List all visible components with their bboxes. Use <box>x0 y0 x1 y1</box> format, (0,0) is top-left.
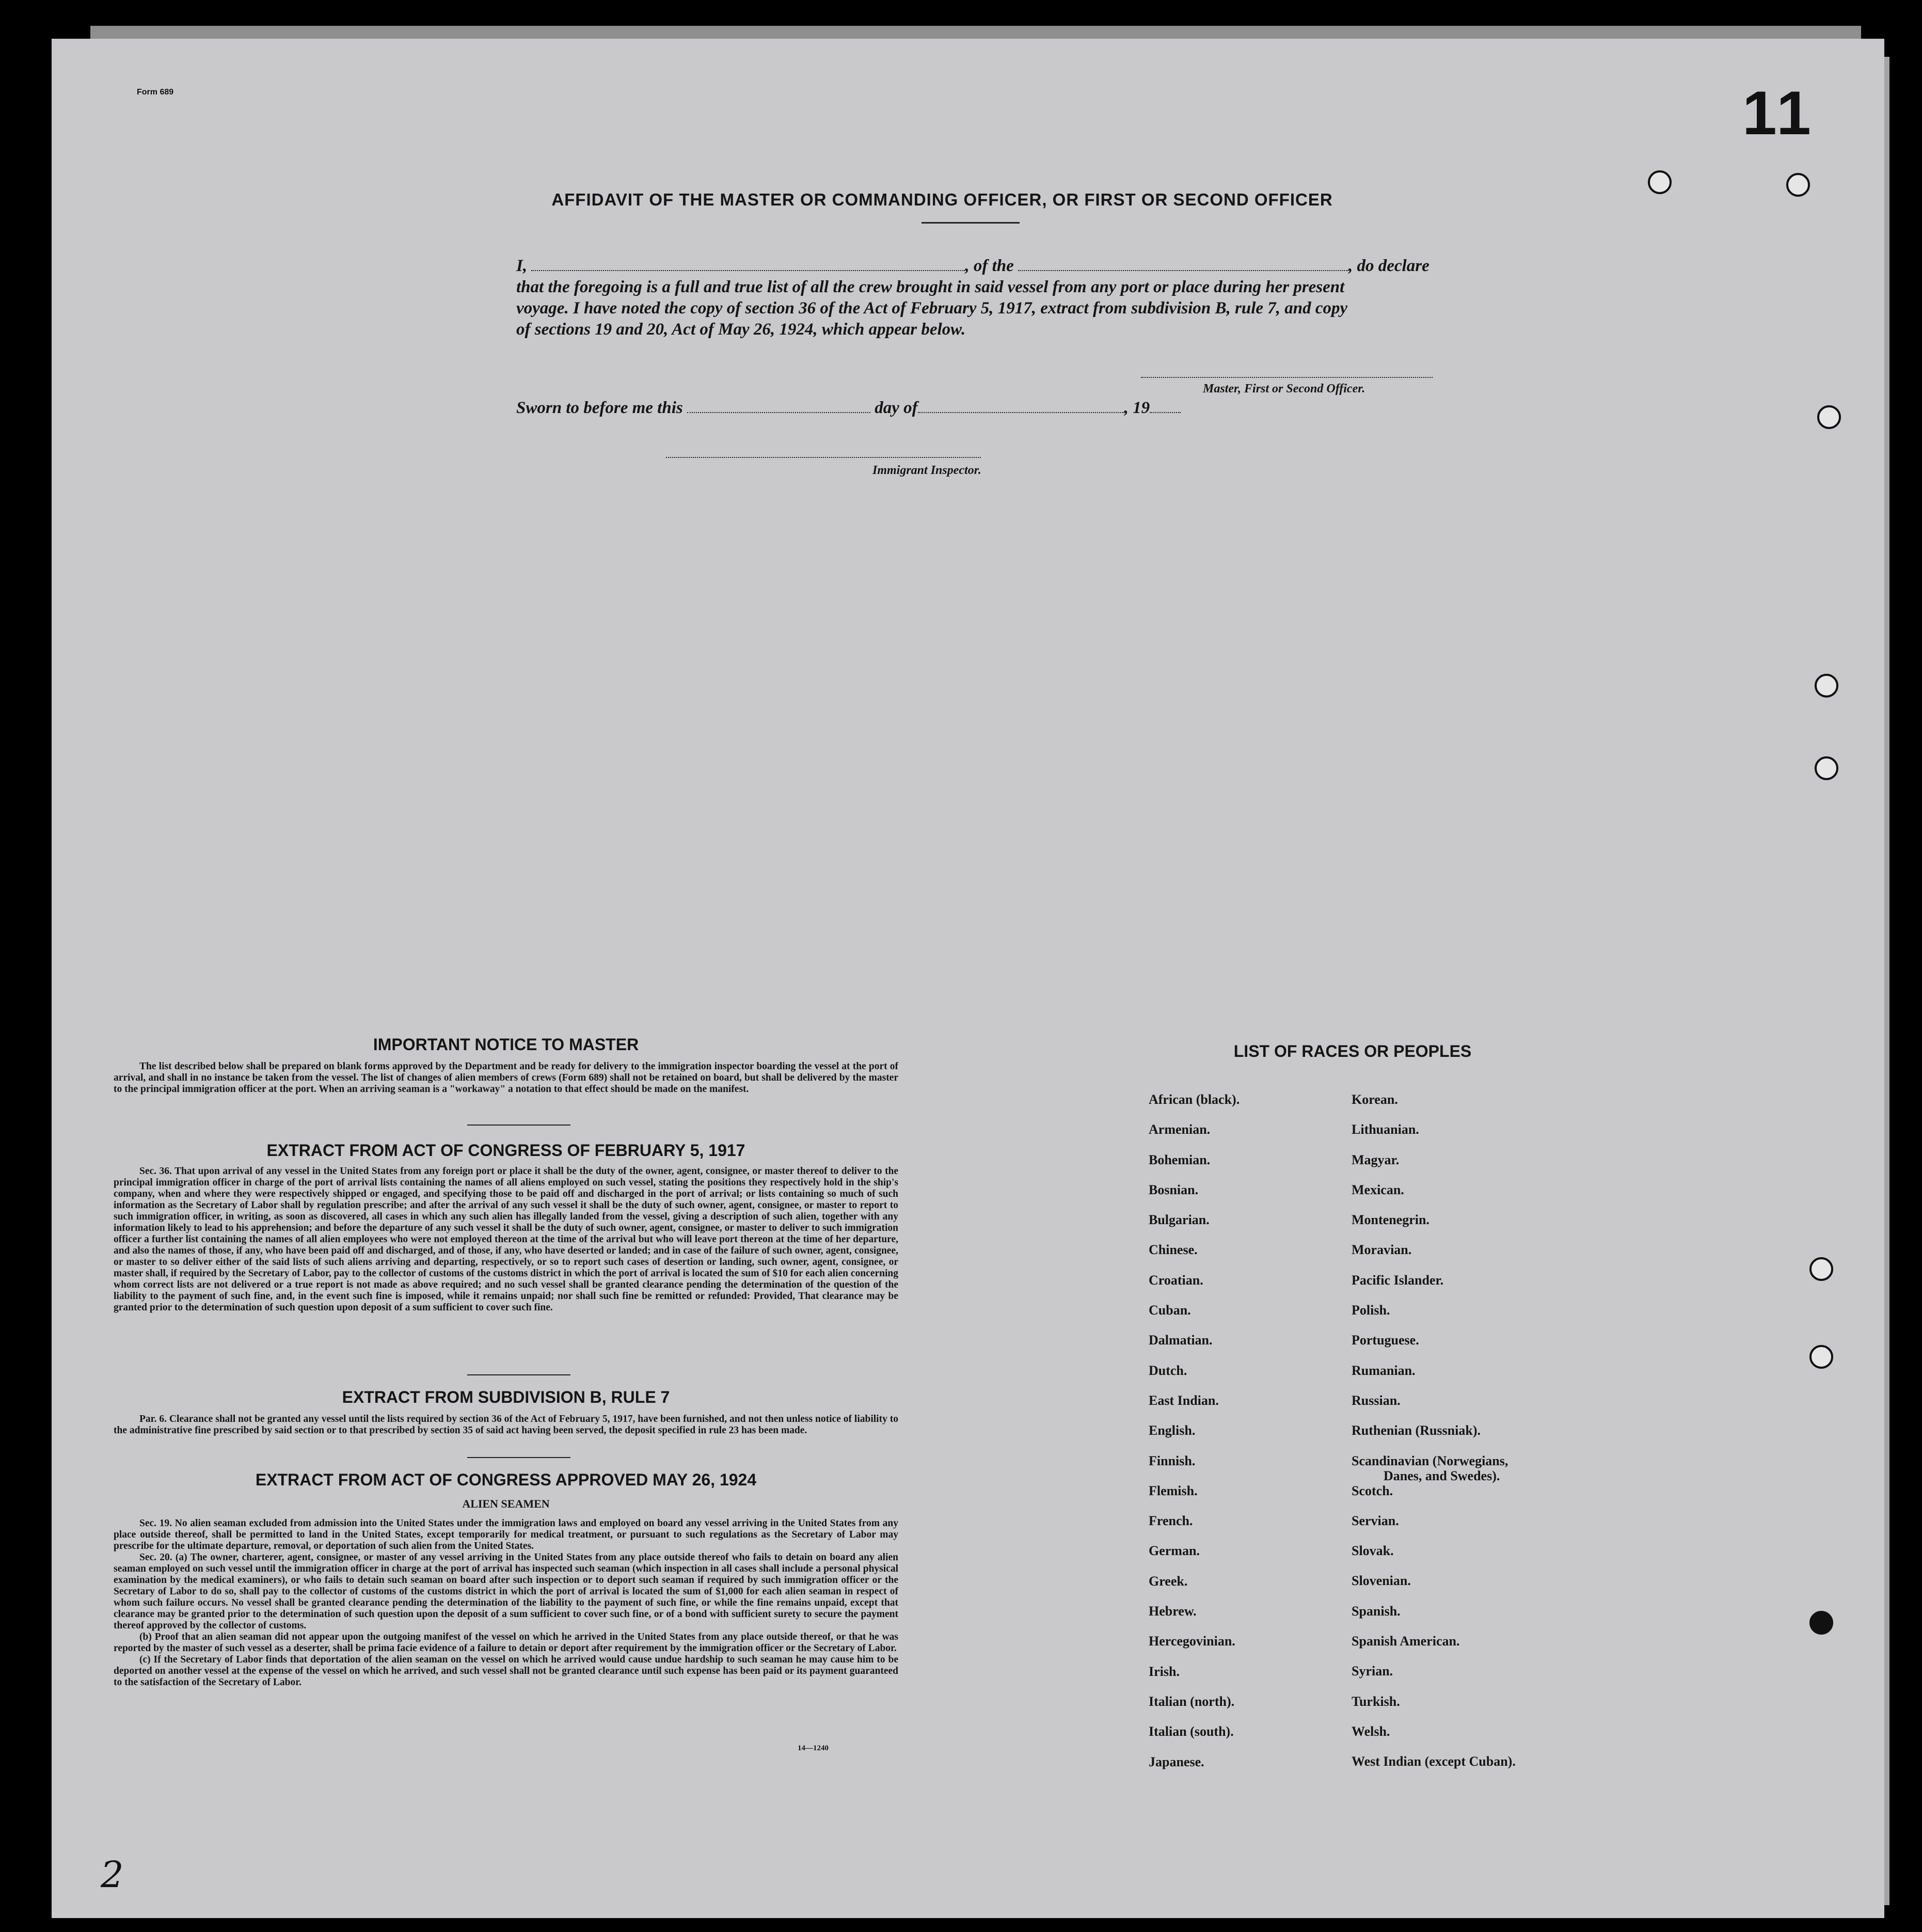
signature-caption: Master, First or Second Officer. <box>1203 382 1365 395</box>
race-item: German. <box>1149 1543 1200 1559</box>
race-item: Mexican. <box>1352 1182 1404 1197</box>
affidavit-i: I, <box>516 257 528 275</box>
race-item: Korean. <box>1352 1092 1398 1107</box>
race-item: Ruthenian (Russniak). <box>1352 1423 1481 1438</box>
notice-body: The list described below shall be prepared on blank forms approved by the Department and be ready for delivery to the immigration inspector boarding the vessel at the port of arrival, and shall in no instance be taken from the vessel. The list of changes of alien members of crews (Form 689) shall not be retained on board, but shall be delivered by the master to the principal immigration officer at the port. When an arriving seaman is a "workaway" a notation to that effect should be made on the manifest. <box>114 1061 898 1095</box>
race-item: Bohemian. <box>1149 1152 1211 1167</box>
race-item: Armenian. <box>1149 1122 1211 1137</box>
race-item: French. <box>1149 1513 1193 1529</box>
sworn-day-of: day of <box>875 399 918 417</box>
affidavit-of-the: , of the <box>965 257 1014 275</box>
sec-20b: (b) Proof that an alien seaman did not appear upon the outgoing manifest of the vessel on which he arrived in the United States from any place outside thereof, or that he was reported by the master of such vessel as a deserter, shall be prima facie evidence of a failure to detain or deport after requirement by the immigration officer or the Secretary of Labor. <box>114 1632 898 1654</box>
race-item: Welsh. <box>1352 1723 1390 1739</box>
extract-1917-body: Sec. 36. That upon arrival of any vessel in the United States from any foreign port or place it shall be the duty of the owner, agent, consignee, or master thereof to deliver to the principal immigration officer in charge of the port of arrival lists containing the names of all aliens employed on such vessel, stating the positions they respectively hold in the ship's company, when and where they were respectively shipped or engaged, and specifying those to be paid off and discharged in the port of arrival; or lists containing so much of such information as the Secretary of Labor shall by regulation prescribe; and after the arrival of any such vessel it shall be the duty of such owner, agent, consignee, or master to report to such immigration officer, in writing, as soon as discovered, all cases in which any such alien has illegally landed from the vessel, giving a description of such alien, together with any information likely to lead to his apprehension; and before the departure of any such vessel it shall be the duty of such owner, agent, consignee, or master to deliver to such immigration officer a further list containing the names of all alien employees who were not employed thereon at the time of the arrival but who will leave port thereon at the time of her departure, and also the names of those, if any, who have been paid off and discharged, and of those, if any, who have deserted or landed; and in case of the failure of such owner, agent, consignee, or master to so deliver either of the said lists of such aliens arriving and departing, respectively, or so to report such cases of desertion or landing, such owner, agent, consignee, or master shall, if required by the Secretary of Labor, pay to the collector of customs of the customs district in which the port of arrival is located the sum of $10 for each alien concerning whom correct lists are not delivered or a true report is not made as above required; and no such vessel shall be granted clearance pending the determination of the question of the liability to the payment of such fine, and, in the event such fine is imposed, while it remains unpaid; nor shall such fine be remitted or refunded: Provided, That clearance may be granted prior to the determination of such question upon deposit of a sum sufficient to cover such fine. <box>114 1166 898 1313</box>
race-item: Chinese. <box>1149 1242 1198 1258</box>
affidavit-text <box>516 256 1487 340</box>
year-blank <box>1150 399 1181 413</box>
affidavit-declare: , do declare <box>1348 257 1429 275</box>
race-item: Dalmatian. <box>1149 1333 1213 1348</box>
race-item: Scandinavian (Norwegians, <box>1352 1453 1508 1468</box>
affidavit-line-2: that the foregoing is a full and true list of all the crew brought in said vessel from any port or place during her present <box>516 278 1345 296</box>
race-item: Magyar. <box>1352 1152 1400 1167</box>
race-item: Russian. <box>1352 1392 1401 1408</box>
race-item: Montenegrin. <box>1352 1212 1429 1228</box>
inspector-caption: Immigrant Inspector. <box>872 464 981 477</box>
race-item: Bosnian. <box>1149 1182 1199 1197</box>
race-item: Greek. <box>1149 1573 1188 1589</box>
affidavit-title: AFFIDAVIT OF THE MASTER OR COMMANDING OFFICER, OR FIRST OR SECOND OFFICER <box>551 190 1333 209</box>
sworn-text: Sworn to before me this <box>516 399 683 417</box>
race-item: Hercegovinian. <box>1149 1634 1235 1649</box>
race-item: Danes, and Swedes). <box>1384 1468 1500 1483</box>
sec-19: Sec. 19. No alien seaman excluded from admission into the United States under the immigration laws and employed on board any vessel arriving in the United States from any place outside thereof, shall be permitted to land in the United States, except temporarily for medical treatment, or pursuant to such regulations as the Secretary of Labor may prescribe for the ultimate departure, removal, or deportation of such alien from the United States. <box>114 1518 898 1551</box>
races-right-column <box>1352 1092 1610 1784</box>
race-item: West Indian (except Cuban). <box>1352 1754 1516 1769</box>
race-item: Pacific Islander. <box>1352 1272 1444 1288</box>
sec-20a: Sec. 20. (a) The owner, charterer, agent, consignee, or master of any vessel arriving in the United States from any place outside thereof who fails to detain on board any alien seaman employed on such vessel until the immigration officer in charge at the port of arrival has inspected such seaman (which inspection in all cases shall include a personal physical examination by the medical examiners), or who fails to detain such seaman on board after such inspection or to deport such seaman if required by such immigration officer or the Secretary of Labor to do so, shall pay to the collector of customs of the customs district in which the port of arrival is located the sum of $1,000 for each alien seaman in respect of whom such failure occurs. No vessel shall be granted clearance pending the determination of the liability to the payment of such fine, or while the fine remains unpaid, except that clearance may be granted prior to the determination of such question upon the deposit of a sum sufficient to cover such fine, or of a bond with sufficient surety to secure the payment thereof approved by the collector of customs. <box>114 1552 898 1631</box>
notice-title: IMPORTANT NOTICE TO MASTER <box>373 1035 639 1054</box>
race-item: Japanese. <box>1149 1754 1204 1769</box>
punch-hole <box>1815 756 1838 780</box>
race-item: Scotch. <box>1352 1483 1393 1498</box>
punch-hole <box>1815 674 1838 698</box>
title-rule <box>922 222 1020 224</box>
extract-1917-title: EXTRACT FROM ACT OF CONGRESS OF FEBRUARY 5, 1917 <box>266 1141 745 1160</box>
race-item: Slovenian. <box>1352 1573 1411 1589</box>
race-item: African (black). <box>1149 1092 1240 1107</box>
races-title: LIST OF RACES OR PEOPLES <box>1233 1042 1472 1060</box>
extract-1924-title: EXTRACT FROM ACT OF CONGRESS APPROVED MAY 26, 1924 <box>255 1470 757 1489</box>
month-blank <box>918 399 1124 413</box>
inspector-signature-line <box>666 457 981 458</box>
rule7-body: Par. 6. Clearance shall not be granted any vessel until the lists required by section 36 of the Act of February 5, 1917, have been furnished, and not then unless notice of liability to the administrative fine prescribed by said section or to that prescribed by section 35 of said act having been served, the deposit specified in rule 23 has been made. <box>114 1414 898 1436</box>
extract-1924-body <box>114 1518 898 1688</box>
race-item: Portuguese. <box>1352 1333 1419 1348</box>
punch-hole <box>1817 405 1841 429</box>
punch-hole <box>1809 1257 1833 1281</box>
race-item: Spanish. <box>1352 1603 1401 1619</box>
page-number: 11 <box>1742 78 1814 148</box>
race-item: Dutch. <box>1149 1363 1187 1378</box>
race-item: Flemish. <box>1149 1483 1198 1498</box>
race-item: Spanish American. <box>1352 1634 1460 1649</box>
race-item: Rumanian. <box>1352 1363 1416 1378</box>
race-item: Hebrew. <box>1149 1604 1197 1619</box>
race-item: Syrian. <box>1352 1664 1393 1679</box>
race-item: Cuban. <box>1149 1303 1191 1318</box>
sec-20c: (c) If the Secretary of Labor finds that deportation of the alien seaman on the vessel on which he arrived would cause undue hardship to such seaman he may cause him to be deported on another vessel at the expense of the vessel on which he arrived, and such vessel shall not be granted clearance until such expense has been paid or its payment guaranteed to the satisfaction of the Secretary of Labor. <box>114 1654 898 1688</box>
punch-hole <box>1809 1345 1833 1369</box>
race-item: Moravian. <box>1352 1242 1412 1258</box>
race-item: Irish. <box>1149 1664 1180 1679</box>
race-item: Lithuanian. <box>1352 1122 1419 1137</box>
name-blank <box>531 257 965 271</box>
rule <box>467 1374 570 1375</box>
sworn-year: , 19 <box>1124 399 1150 417</box>
race-item: Finnish. <box>1149 1453 1196 1468</box>
races-left-column <box>1149 1092 1365 1784</box>
race-item: Turkish. <box>1352 1693 1400 1709</box>
vessel-blank <box>1018 257 1348 271</box>
extract-1924-subtitle: ALIEN SEAMEN <box>462 1497 550 1510</box>
rule <box>467 1125 570 1126</box>
affidavit-line-4: of sections 19 and 20, Act of May 26, 1924, which appear below. <box>516 320 966 339</box>
race-item: Croatian. <box>1149 1272 1203 1288</box>
rule7-title: EXTRACT FROM SUBDIVISION B, RULE 7 <box>342 1388 670 1406</box>
race-item: Servian. <box>1352 1513 1399 1528</box>
race-item: Polish. <box>1352 1303 1390 1318</box>
affidavit-line-1 <box>516 256 1487 277</box>
affidavit-line-3: voyage. I have noted the copy of section 36 of the Act of February 5, 1917, extract from subdivision B, rule 7, and copy <box>516 299 1348 318</box>
sworn-line <box>516 398 1487 419</box>
rule <box>467 1457 570 1458</box>
race-item: Bulgarian. <box>1149 1212 1210 1228</box>
signature-line <box>1141 377 1433 378</box>
race-item: English. <box>1149 1423 1196 1438</box>
race-item: East Indian. <box>1149 1392 1219 1408</box>
print-code: 14—1240 <box>798 1744 829 1752</box>
race-item: Italian (south). <box>1149 1724 1234 1739</box>
day-blank <box>687 399 870 413</box>
handwritten-mark: 2 <box>101 1854 124 1896</box>
form-number: Form 689 <box>137 88 174 97</box>
race-item: Italian (north). <box>1149 1693 1235 1709</box>
race-item: Slovak. <box>1352 1543 1394 1559</box>
punch-hole <box>1809 1611 1833 1635</box>
